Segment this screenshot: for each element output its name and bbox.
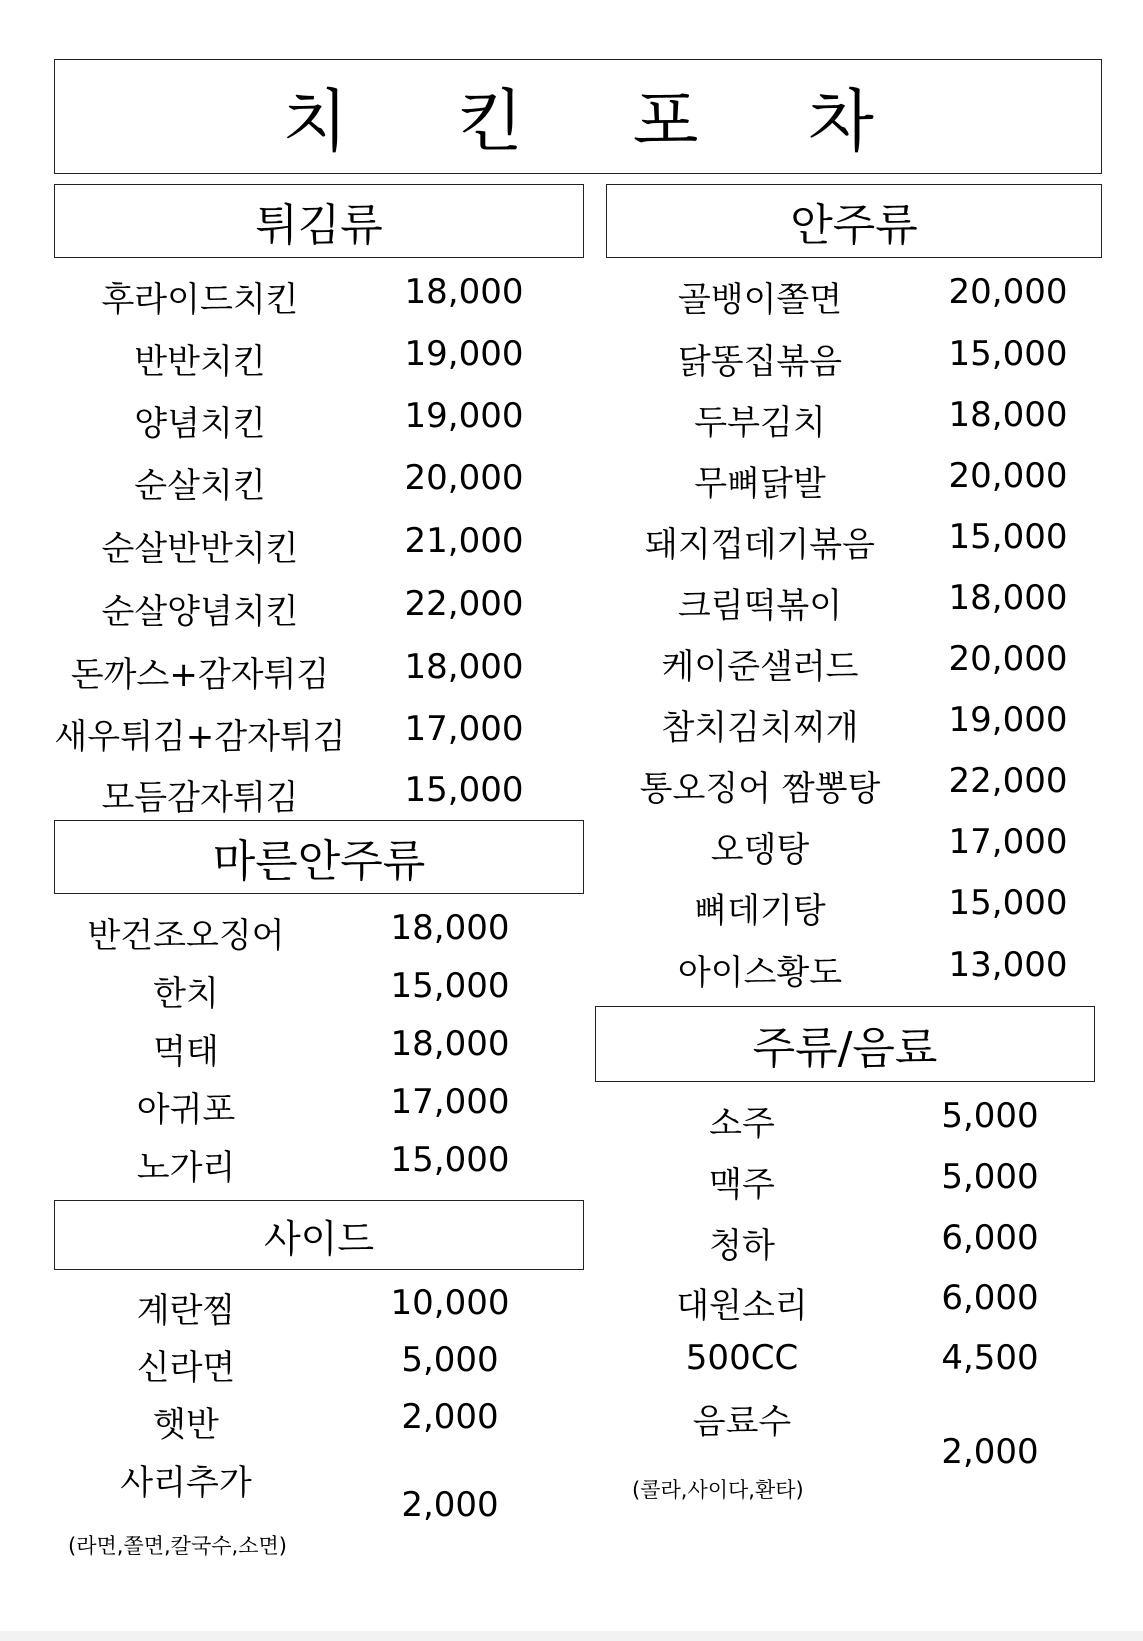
item-name: 두부김치 xyxy=(694,403,826,443)
item-name: 통오징어 짬뽕탕 xyxy=(639,769,881,809)
item-price: 18,000 xyxy=(404,272,524,312)
fried-header-box xyxy=(54,184,584,258)
item-price: 19,000 xyxy=(404,396,524,436)
item-price: 18,000 xyxy=(390,1024,510,1064)
snacks-header-box xyxy=(606,184,1102,258)
item-price: 19,000 xyxy=(948,700,1068,740)
item-name: 무뼈닭발 xyxy=(694,464,826,504)
item-name: 돈까스+감자튀김 xyxy=(70,655,330,695)
item-name: 계란찜 xyxy=(136,1291,236,1331)
item-price: 15,000 xyxy=(390,1140,510,1180)
item-price: 21,000 xyxy=(404,521,524,561)
side-header-box xyxy=(54,1200,584,1270)
item-name: 아귀포 xyxy=(136,1090,236,1130)
item-name: 순살양념치킨 xyxy=(101,592,299,632)
fried-header: 튀김류 xyxy=(255,200,383,251)
item-price: 18,000 xyxy=(390,908,510,948)
item-name: 500CC xyxy=(685,1338,799,1378)
drinks-header-box xyxy=(595,1006,1095,1082)
item-name: 청하 xyxy=(709,1226,775,1266)
item-name: 반반치킨 xyxy=(134,342,266,382)
item-name: 햇반 xyxy=(153,1405,219,1445)
item-name: 새우튀김+감자튀김 xyxy=(54,717,346,757)
side-header: 사이드 xyxy=(263,1216,375,1261)
drinks-note: (콜라,사이다,환타) xyxy=(632,1478,804,1502)
item-price: 17,000 xyxy=(948,822,1068,862)
item-price: 19,000 xyxy=(404,334,524,374)
item-name: 참치김치찌개 xyxy=(661,708,859,748)
item-name: 대원소리 xyxy=(676,1286,808,1326)
item-name: 반건조오징어 xyxy=(87,916,285,956)
item-price: 2,000 xyxy=(401,1397,499,1437)
drinks-header: 주류/음료 xyxy=(752,1023,938,1074)
item-price: 2,000 xyxy=(941,1432,1039,1472)
menu-title: 치 킨 포 차 xyxy=(282,83,918,162)
item-price: 6,000 xyxy=(941,1278,1039,1318)
item-name: 맥주 xyxy=(709,1165,775,1205)
item-name: 소주 xyxy=(709,1104,775,1144)
item-name: 사리추가 xyxy=(120,1463,252,1503)
item-price: 5,000 xyxy=(941,1157,1039,1197)
dry-header-box xyxy=(54,820,584,894)
item-name: 모듬감자튀김 xyxy=(101,778,299,818)
item-price: 22,000 xyxy=(404,584,524,624)
item-name: 아이스황도 xyxy=(677,953,843,993)
item-price: 4,500 xyxy=(941,1338,1039,1378)
item-price: 13,000 xyxy=(948,945,1068,985)
item-name: 음료수 xyxy=(692,1402,792,1442)
item-name: 후라이드치킨 xyxy=(101,280,299,320)
item-price: 20,000 xyxy=(948,639,1068,679)
item-price: 15,000 xyxy=(948,517,1068,557)
snacks-header: 안주류 xyxy=(790,200,918,251)
item-name: 돼지껍데기볶음 xyxy=(645,525,875,565)
item-price: 15,000 xyxy=(404,770,524,810)
item-price: 22,000 xyxy=(948,761,1068,801)
item-name: 노가리 xyxy=(136,1148,236,1188)
item-price: 20,000 xyxy=(404,458,524,498)
item-name: 오뎅탕 xyxy=(710,830,810,870)
item-name: 먹태 xyxy=(153,1032,219,1072)
item-name: 닭똥집볶음 xyxy=(677,342,843,382)
item-price: 18,000 xyxy=(404,647,524,687)
item-price: 2,000 xyxy=(401,1485,499,1525)
item-price: 15,000 xyxy=(390,966,510,1006)
item-price: 17,000 xyxy=(390,1082,510,1122)
item-name: 순살치킨 xyxy=(134,466,266,506)
item-name: 신라면 xyxy=(136,1348,236,1388)
item-name: 케이준샐러드 xyxy=(661,647,859,687)
page-bottom-edge xyxy=(0,1631,1143,1641)
item-price: 15,000 xyxy=(948,883,1068,923)
item-price: 20,000 xyxy=(948,456,1068,496)
item-price: 20,000 xyxy=(948,272,1068,312)
item-price: 5,000 xyxy=(401,1340,499,1380)
item-name: 크림떡볶이 xyxy=(677,586,843,626)
item-price: 5,000 xyxy=(941,1096,1039,1136)
item-name: 한치 xyxy=(153,974,219,1014)
title-box xyxy=(54,59,1102,174)
item-price: 10,000 xyxy=(390,1283,510,1323)
item-price: 6,000 xyxy=(941,1218,1039,1258)
item-price: 18,000 xyxy=(948,578,1068,618)
dry-header: 마른안주류 xyxy=(212,836,426,887)
item-price: 18,000 xyxy=(948,395,1068,435)
item-name: 골뱅이쫄면 xyxy=(677,280,843,320)
item-price: 17,000 xyxy=(404,709,524,749)
item-price: 15,000 xyxy=(948,334,1068,374)
side-note: (라면,쫄면,칼국수,소면) xyxy=(68,1534,287,1558)
item-name: 양념치킨 xyxy=(134,404,266,444)
item-name: 순살반반치킨 xyxy=(101,529,299,569)
item-name: 뼈데기탕 xyxy=(694,891,826,931)
